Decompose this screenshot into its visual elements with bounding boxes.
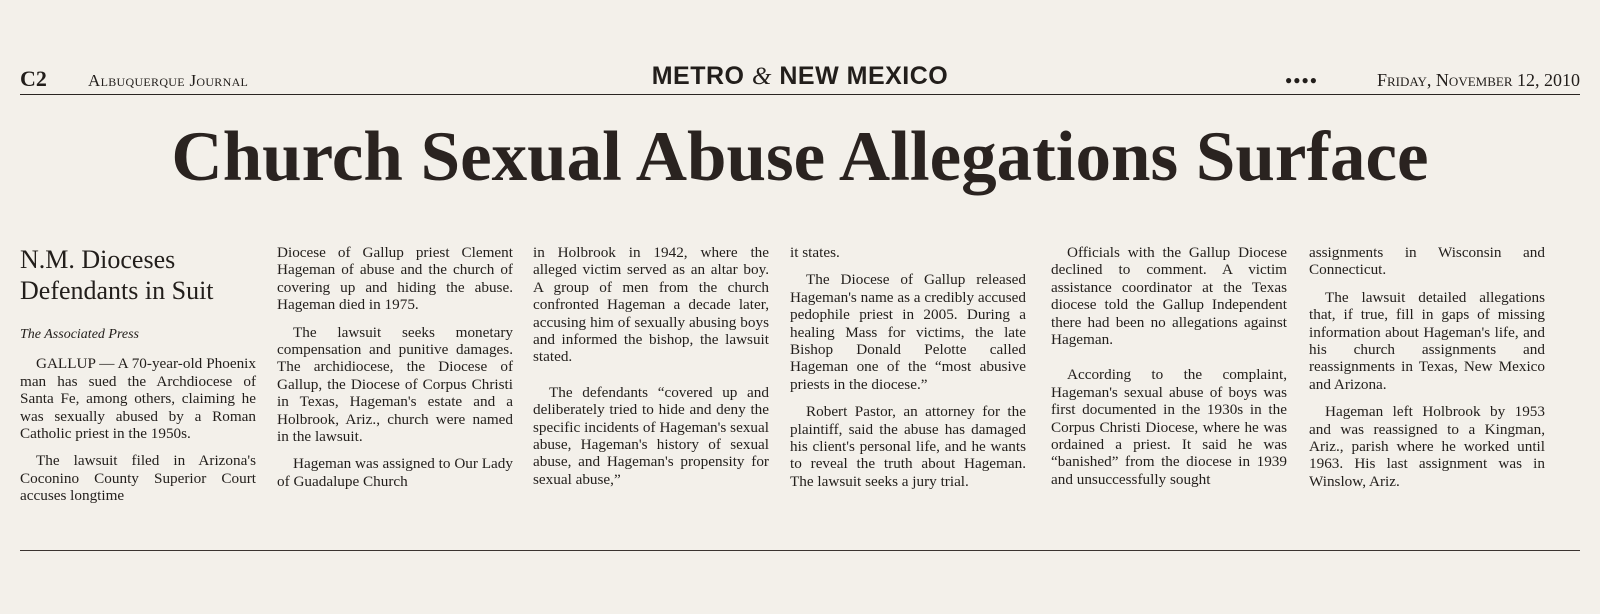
edition-dots-icon: ●●●● [1285, 73, 1318, 87]
subheadline-line-1: N.M. Dioceses [20, 245, 176, 274]
section-title [20, 62, 1580, 91]
paragraph: it states. [790, 244, 840, 261]
paragraph: Officials with the Gallup Diocese declined to comment. A victim assistance coordinator at the Texas diocese told the Gallup Independent there had been no allegations against Hageman. [1051, 244, 1287, 349]
article-column-1 [20, 244, 256, 505]
paragraph: The lawsuit seeks monetary compensation and punitive damages. The archidiocese, the Diocese of Gallup, the Diocese of Corpus Christi in Texas, Hageman's estate and a Holbrook, Ariz., church were named in the lawsuit. [277, 323, 513, 446]
section-title-part-b: NEW MEXICO [771, 62, 949, 90]
article-column-4 [790, 244, 1026, 490]
paragraph: The lawsuit detailed allegations that, if true, fill in gaps of missing information about Hageman's life, and his church assignments and reassignments in Texas, New Mexico and Arizona. [1309, 288, 1545, 393]
byline: The Associated Press [20, 327, 139, 342]
subheadline [20, 244, 256, 306]
folio-rule [20, 94, 1580, 95]
paragraph: in Holbrook in 1942, where the alleged victim served as an altar boy. A group of men from the church confronted Hageman a decade later, accusing him of sexually abusing boys and informed the bishop, the lawsuit stated. [533, 244, 769, 366]
headline: Church Sexual Abuse Allegations Surface [171, 118, 1429, 196]
paragraph: Robert Pastor, an attorney for the plaintiff, said the abuse has damaged his client's personal life, and he wants to reveal the truth about Hageman. The lawsuit seeks a jury trial. [790, 403, 1026, 490]
section-title-part-a: METRO [651, 62, 752, 90]
section-title-ampersand: & [751, 63, 772, 90]
paragraph: Diocese of Gallup priest Clement Hageman of abuse and the church of covering up and hiding the abuse. Hageman died in 1975. [277, 244, 513, 314]
paragraph: The lawsuit filed in Arizona's Coconino County Superior Court accuses longtime [20, 452, 256, 505]
page-number: C2 [20, 66, 47, 91]
paragraph: Hageman left Holbrook by 1953 and was reassigned to a Kingman, Ariz., parish where he worked until 1963. His last assignment was in Winslow, Ariz. [1309, 403, 1545, 490]
paragraph: GALLUP — A 70-year-old Phoenix man has sued the Archdiocese of Santa Fe, among others, claiming he was sexually abused by a Roman Catholic priest in the 1950s. [20, 355, 256, 443]
article-column-6 [1309, 244, 1545, 490]
article-column-2 [277, 244, 513, 490]
paragraph: assignments in Wisconsin and Connecticut. [1309, 244, 1545, 279]
paragraph: Hageman was assigned to Our Lady of Guadalupe Church [277, 455, 513, 490]
folio-line [20, 62, 1580, 96]
issue-date: Friday, November 12, 2010 [1376, 70, 1580, 90]
subheadline-line-2: Defendants in Suit [20, 276, 214, 305]
paragraph: The defendants “covered up and deliberately tried to hide and deny the specific incidents of Hageman's sexual abuse, Hageman's history of sexual abuse, and Hageman's propensity for sexual abuse,” [533, 383, 769, 488]
article-column-5 [1051, 244, 1287, 488]
paragraph: According to the complaint, Hageman's sexual abuse of boys was first documented in the 1930s in the Corpus Christi Diocese, where he was ordained a priest. It said he was “banished” from the diocese in 1939 and unsuccessfully sought [1051, 366, 1287, 488]
bottom-rule [20, 550, 1580, 551]
article-column-3 [533, 244, 769, 488]
paragraph: The Diocese of Gallup released Hageman's name as a credibly accused pedophile priest in 2005. During a healing Mass for victims, the late Bishop Donald Pelotte called Hageman one of the “most abusive priests in the diocese.” [790, 271, 1026, 393]
newspaper-name: Albuquerque Journal [88, 71, 249, 90]
